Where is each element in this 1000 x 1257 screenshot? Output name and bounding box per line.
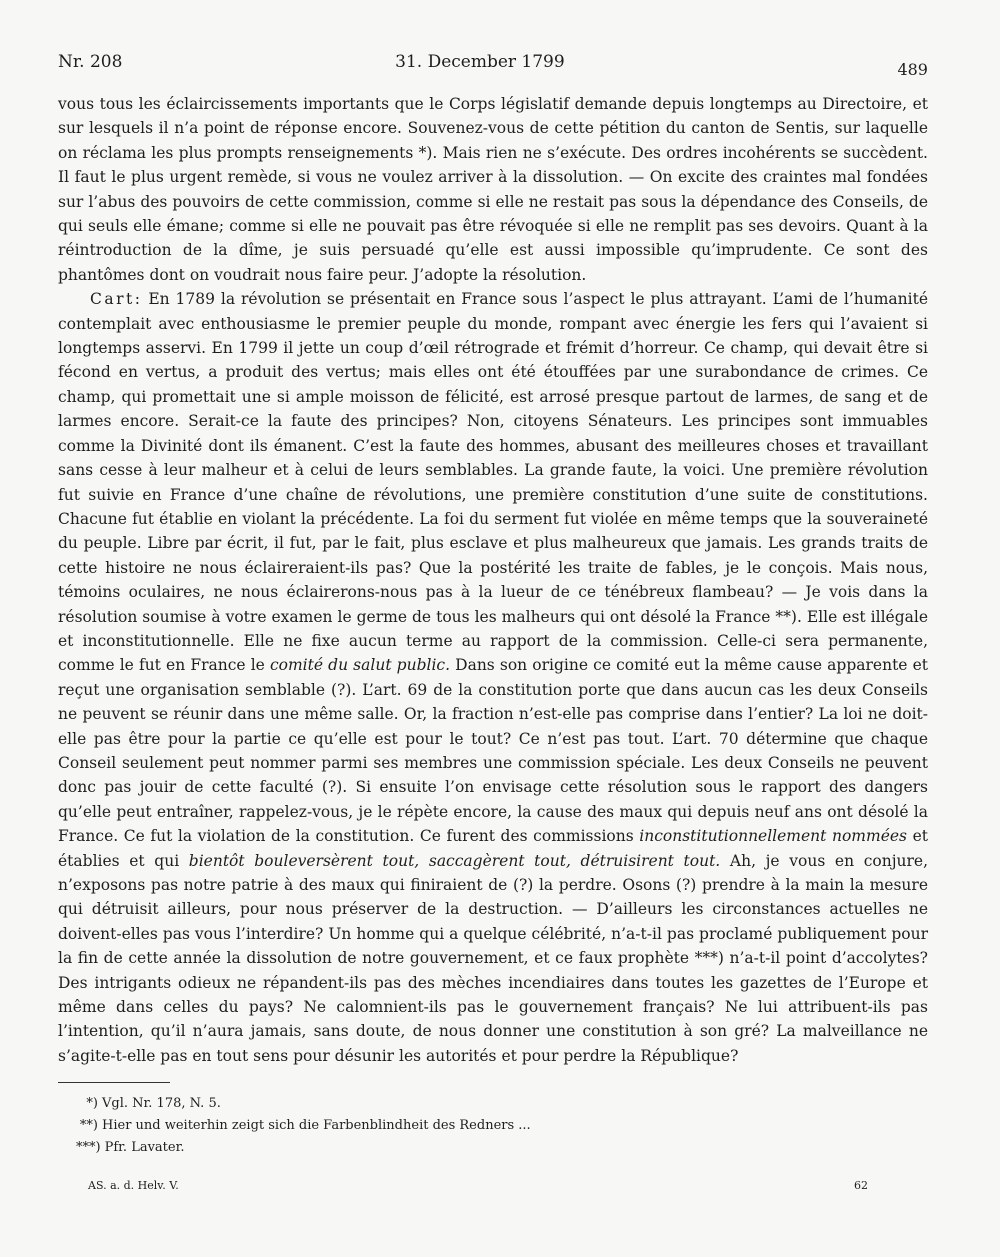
paragraph-cart xyxy=(58,287,928,1068)
italic-run: comité du salut public. xyxy=(269,656,451,675)
text-run: Dans son origine ce comité eut la même cause apparente et reçut une organisation semblable (?). L’art. 69 de la constitution porte que dans aucun cas les deux Conseils ne peuvent se réunir dans une même salle. Or, la fraction n’est-elle pas comprise dans l’entier? La loi ne doit-elle pas être pour la partie ce qu’elle est pour le tout? Ce n’est pas tout. L’art. 70 détermine que chaque Conseil seulement peut nommer parmi ses membres une commission spéciale. Les deux Conseils ne peuvent donc pas jouir de cette faculté (?). Si ensuite l’on envisage cette résolution sous le rapport des dangers qu’elle peut entraîner, rappelez-vous, je le répète encore, la cause des maux qui depuis neuf ans ont désolé la France. Ce fut la violation de la constitution. Ce furent des commissions xyxy=(58,656,929,846)
footnote-text: Pfr. Lavater. xyxy=(104,1140,185,1156)
text-run: et établies et qui xyxy=(58,827,928,870)
footnote-text: Hier und weiterhin zeigt sich die Farbenblindheit des Redners ... xyxy=(102,1118,531,1134)
footnote-text: Vgl. Nr. 178, N. 5. xyxy=(102,1096,221,1112)
footnote-mark: *) xyxy=(86,1096,98,1112)
running-header xyxy=(58,52,928,92)
footnote-rule xyxy=(58,1082,170,1083)
footnote xyxy=(76,1093,928,1115)
footnote-mark: **) xyxy=(79,1118,98,1134)
footnote xyxy=(76,1115,928,1137)
footnote-mark: ***) xyxy=(76,1140,101,1156)
document-date: 31. December 1799 xyxy=(395,52,565,72)
body-text xyxy=(58,92,928,1068)
text-run: Ah, je vous en conjure, n’exposons pas notre patrie à des maux qui finiraient de (?) la perdre. Osons (?) prendre à la main la mesure qui détruisit ailleurs, pour nous préserver de la destruction. — D’ailleurs les circonstances actuelles ne doivent-elles pas vous l’interdire? Un homme qui a quelque célébrité, n’a-t-il pas proclamé publiquement pour la fin de cette année la dissolution de notre gouvernement, et ce faux prophète ***) n’a-t-il point d’accolytes? Des intrigants odieux ne répandent-ils pas des mèches incendiaires dans toutes les gazettes de l’Europe et même dans celles du pays? Ne calomnient-ils pas le gouvernement français? Ne lui attribuent-ils pas l’intention, qu’il n’aura jamais, sans doute, de nous donner une constitution à son gré? La malveillance ne s’agite-t-elle pas en tout sens pour désunir les autorités et pour perdre la République? xyxy=(58,851,928,1065)
page-number: 489 xyxy=(897,60,928,79)
text-run: En 1789 la révolution se présentait en France sous l’aspect le plus attrayant. L’ami de l’humanité contemplait avec enthousiasme le premier peuple du monde, rompant avec énergie les fers qui l’avaient si longtemps asservi. En 1799 il jette un coup d’œil rétrograde et frémit d’horreur. Ce champ, qui devait être si fécond en vertus, a produit des vertus; mais elles ont été étouffées par une surabondance de crimes. Ce champ, qui promettait une si ample moisson de félicité, est arrosé presque partout de larmes, de sang et de larmes encore. Serait-ce la faute des principes? Non, citoyens Sénateurs. Les principes sont immuables comme la Divinité dont ils émanent. C’est la faute des hommes, abusant des meilleures choses et travaillant sans cesse à leur malheur et à celui de leurs semblables. La grande faute, la voici. Une première révolution fut suivie en France d’une chaîne de révolutions, une première constitution d’une suite de constitutions. Chacune fut établie en violant la précédente. La foi du serment fut violée en même temps que la souveraineté du peuple. Libre par écrit, il fut, par le fait, plus esclave et plus malheureux que jamais. Les grands traits de cette histoire ne nous éclaireraient-ils pas? Que la postérité les traite de fables, je le conçois. Mais nous, témoins oculaires, ne nous éclairerons-nous pas à la lueur de ce ténébreux flambeau? — Je vois dans la résolution soumise à votre examen le germe de tous les malheurs qui ont désolé la France **). Elle est illégale et inconstitutionnelle. Elle ne fixe aucun terme au rapport de la commission. Celle-ci sera permanente, comme le fut en France le xyxy=(58,290,928,675)
source-signature: AS. a. d. Helv. V. xyxy=(88,1179,179,1193)
sheet-number: 62 xyxy=(854,1179,868,1193)
italic-run: inconstitutionnellement nommées xyxy=(639,827,907,846)
document-number: Nr. 208 xyxy=(58,52,123,72)
paragraph-continuation: vous tous les éclaircissements importants que le Corps législatif demande depuis longtemps au Directoire, et sur lesquels il n’a point de réponse encore. Souvenez-vous de cette pétition du canton de Sentis, sur laquelle on réclama les plus prompts renseignements *). Mais rien ne s’exécute. Des ordres incohérents se succèdent. Il faut le plus urgent remède, si vous ne voulez arriver à la dissolution. — On excite des craintes mal fondées sur l’abus des pouvoirs de cette commission, comme si elle ne restait pas sous la dépendance des Conseils, de qui seuls elle émane; comme si elle ne pouvait pas être révoquée si elle ne remplit pas ses devoirs. Quant à la réintroduction de la dîme, je suis persuadé qu’elle est aussi impossible qu’imprudente. Ce sont des phantômes dont on voudrait nous faire peur. J’adopte la résolution. xyxy=(58,95,928,284)
italic-run: bientôt bouleversèrent tout, saccagèrent tout, détruisirent tout. xyxy=(188,851,721,870)
footnote xyxy=(76,1137,928,1159)
signature-line xyxy=(58,1179,928,1192)
speaker-name: Cart: xyxy=(90,290,143,309)
footnotes xyxy=(58,1093,928,1159)
